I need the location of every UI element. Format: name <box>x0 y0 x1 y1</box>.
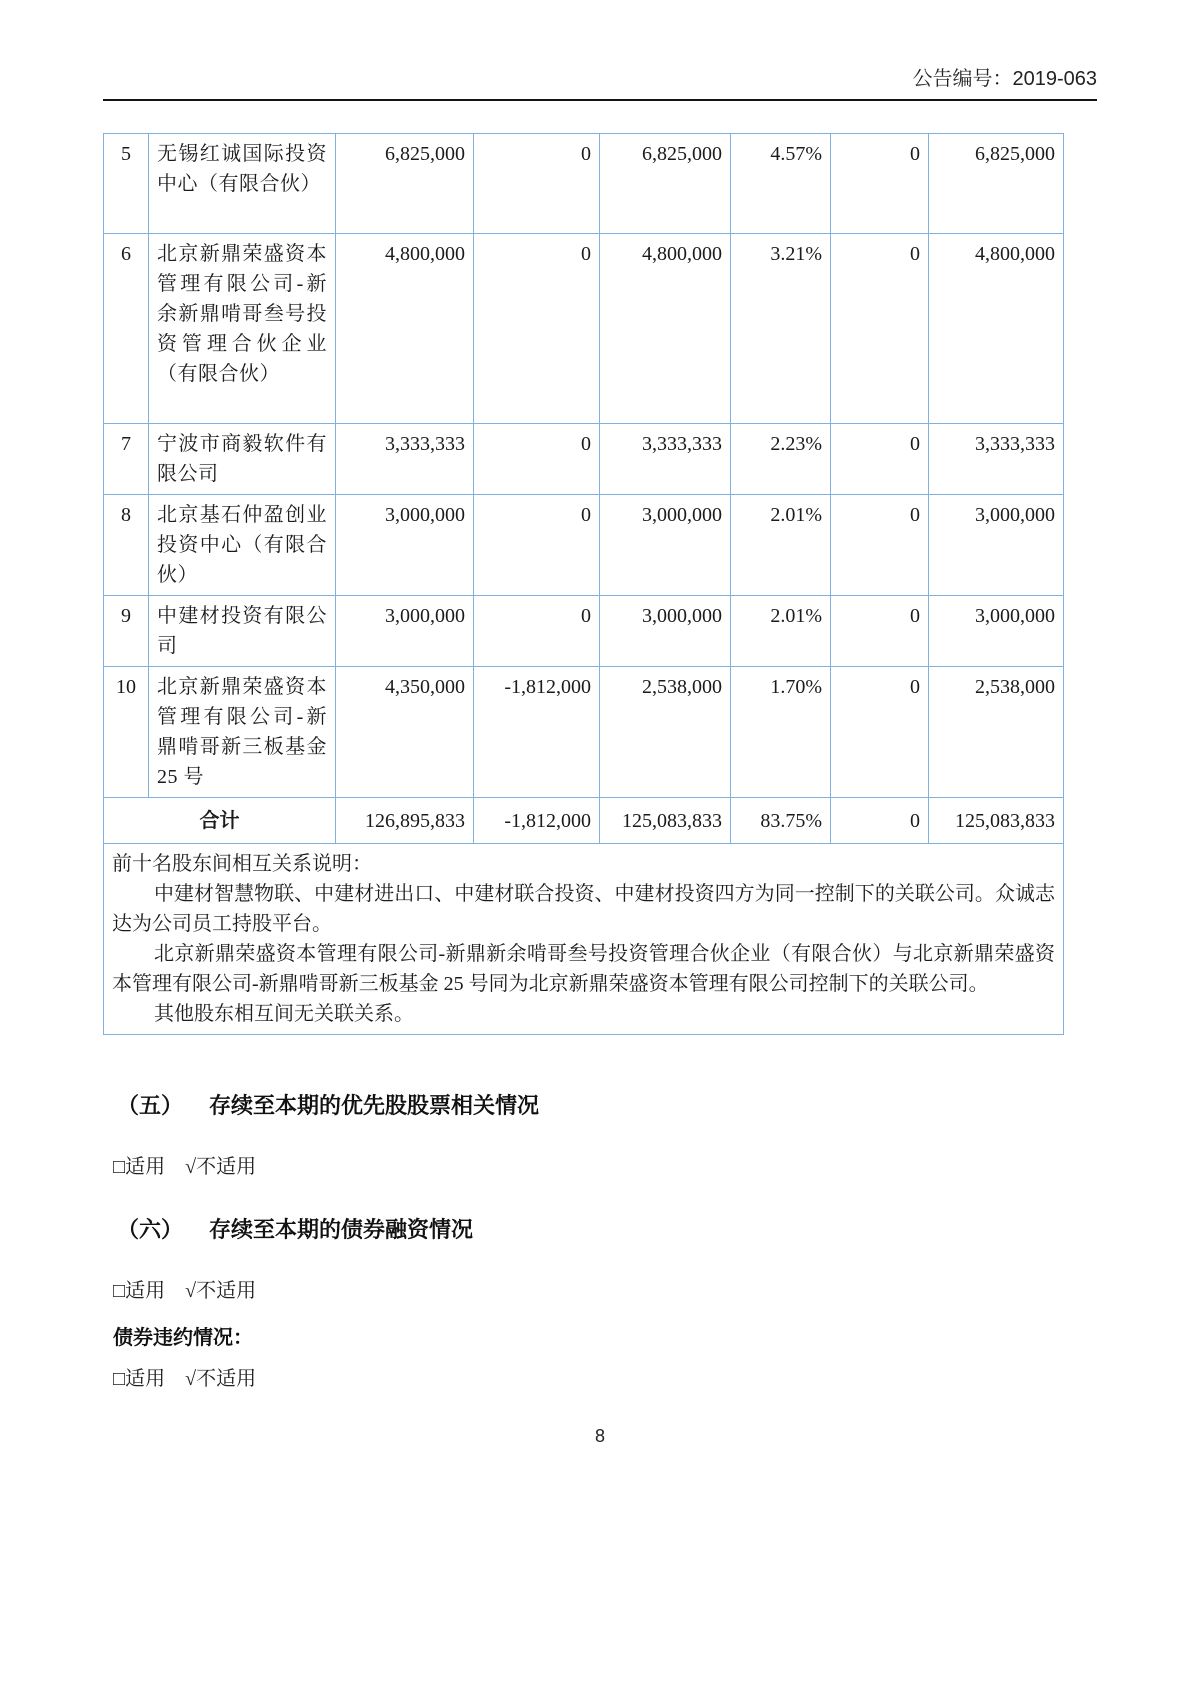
document-header <box>103 0 1097 101</box>
rank-cell: 9 <box>104 596 149 667</box>
shares-pledged: 0 <box>831 424 929 495</box>
rank-cell: 8 <box>104 495 149 596</box>
not-applicable-checked: √不适用 <box>185 1368 257 1390</box>
shares-percent: 4.57% <box>731 134 831 234</box>
bond-default-label: 债券违约情况： <box>113 1327 253 1349</box>
shares-end: 3,000,000 <box>600 596 731 667</box>
applicable-checkbox: □适用 <box>113 1156 166 1178</box>
shares-begin: 4,800,000 <box>336 234 474 424</box>
shares-pledged: 0 <box>831 596 929 667</box>
table-row <box>104 424 1064 495</box>
shares-percent: 2.01% <box>731 495 831 596</box>
shares-pledged: 0 <box>831 495 929 596</box>
top-shareholders-table <box>103 133 1064 1035</box>
total-shares-pledged: 0 <box>831 798 929 844</box>
shareholder-name: 北京新鼎荣盛资本管理有限公司-新余新鼎啃哥叁号投资管理合伙企业（有限合伙） <box>149 234 336 424</box>
section-6-title: 存续至本期的债券融资情况 <box>209 1217 474 1242</box>
notes-title: 前十名股东间相互关系说明： <box>112 853 372 875</box>
section-5-title: 存续至本期的优先股股票相关情况 <box>209 1093 540 1118</box>
page-number: 8 <box>594 1426 605 1446</box>
announcement-number: 公告编号：2019-063 <box>912 68 1097 90</box>
table-row <box>104 234 1064 424</box>
shares-percent: 1.70% <box>731 667 831 798</box>
shares-unrestricted: 2,538,000 <box>929 667 1064 798</box>
table-row <box>104 495 1064 596</box>
rank-cell: 6 <box>104 234 149 424</box>
section-5-number: （五） <box>117 1093 184 1118</box>
total-row <box>104 798 1064 844</box>
shares-unrestricted: 4,800,000 <box>929 234 1064 424</box>
rank-cell: 5 <box>104 134 149 234</box>
shares-pledged: 0 <box>831 134 929 234</box>
shares-change: -1,812,000 <box>474 667 600 798</box>
not-applicable-checked: √不适用 <box>185 1280 257 1302</box>
shareholder-name: 无锡红诚国际投资中心（有限合伙） <box>149 134 336 234</box>
shares-change: 0 <box>474 424 600 495</box>
shareholder-name: 中建材投资有限公司 <box>149 596 336 667</box>
total-shares-end: 125,083,833 <box>600 798 731 844</box>
section-6-number: （六） <box>117 1217 184 1242</box>
section-6-applicability <box>113 1274 1097 1303</box>
shares-percent: 3.21% <box>731 234 831 424</box>
shares-begin: 4,350,000 <box>336 667 474 798</box>
relationship-notes-row <box>104 844 1064 1035</box>
shares-begin: 3,000,000 <box>336 596 474 667</box>
total-shares-percent: 83.75% <box>731 798 831 844</box>
shares-percent: 2.23% <box>731 424 831 495</box>
total-shares-change: -1,812,000 <box>474 798 600 844</box>
not-applicable-checked: √不适用 <box>185 1156 257 1178</box>
shares-begin: 3,000,000 <box>336 495 474 596</box>
table-row <box>104 134 1064 234</box>
total-shares-unrestricted: 125,083,833 <box>929 798 1064 844</box>
applicable-checkbox: □适用 <box>113 1280 166 1302</box>
shares-unrestricted: 3,000,000 <box>929 495 1064 596</box>
table-row <box>104 596 1064 667</box>
rank-cell: 10 <box>104 667 149 798</box>
notes-paragraph: 中建材智慧物联、中建材进出口、中建材联合投资、中建材投资四方为同一控制下的关联公司。众诚志达为公司员工持股平台。 <box>112 883 1055 935</box>
shares-unrestricted: 3,333,333 <box>929 424 1064 495</box>
shares-change: 0 <box>474 234 600 424</box>
total-shares-begin: 126,895,833 <box>336 798 474 844</box>
shares-end: 2,538,000 <box>600 667 731 798</box>
shares-pledged: 0 <box>831 667 929 798</box>
shares-end: 3,000,000 <box>600 495 731 596</box>
shareholder-name: 宁波市商毅软件有限公司 <box>149 424 336 495</box>
page-content <box>103 0 1097 1391</box>
shares-begin: 3,333,333 <box>336 424 474 495</box>
shareholder-name: 北京基石仲盈创业投资中心（有限合伙） <box>149 495 336 596</box>
shares-percent: 2.01% <box>731 596 831 667</box>
section-6-heading <box>117 1213 1097 1244</box>
shares-unrestricted: 6,825,000 <box>929 134 1064 234</box>
shares-change: 0 <box>474 495 600 596</box>
shareholder-name: 北京新鼎荣盛资本管理有限公司-新鼎啃哥新三板基金 25 号 <box>149 667 336 798</box>
applicable-checkbox: □适用 <box>113 1368 166 1390</box>
section-5-applicability <box>113 1150 1097 1179</box>
table-row <box>104 667 1064 798</box>
shares-pledged: 0 <box>831 234 929 424</box>
bond-default-applicability <box>113 1362 1097 1391</box>
shares-begin: 6,825,000 <box>336 134 474 234</box>
shares-end: 3,333,333 <box>600 424 731 495</box>
notes-paragraph: 其他股东相互间无关联关系。 <box>154 1003 414 1025</box>
shares-unrestricted: 3,000,000 <box>929 596 1064 667</box>
relationship-notes <box>104 844 1064 1035</box>
shares-change: 0 <box>474 134 600 234</box>
section-5-heading <box>117 1089 1097 1120</box>
rank-cell: 7 <box>104 424 149 495</box>
shares-change: 0 <box>474 596 600 667</box>
notes-paragraph: 北京新鼎荣盛资本管理有限公司-新鼎新余啃哥叁号投资管理合伙企业（有限合伙）与北京新鼎荣盛资本管理有限公司-新鼎啃哥新三板基金 25 号同为北京新鼎荣盛资本管理有限公司控制下的关联公司。 <box>112 943 1055 995</box>
shares-end: 6,825,000 <box>600 134 731 234</box>
shares-end: 4,800,000 <box>600 234 731 424</box>
total-label: 合计 <box>104 798 336 844</box>
